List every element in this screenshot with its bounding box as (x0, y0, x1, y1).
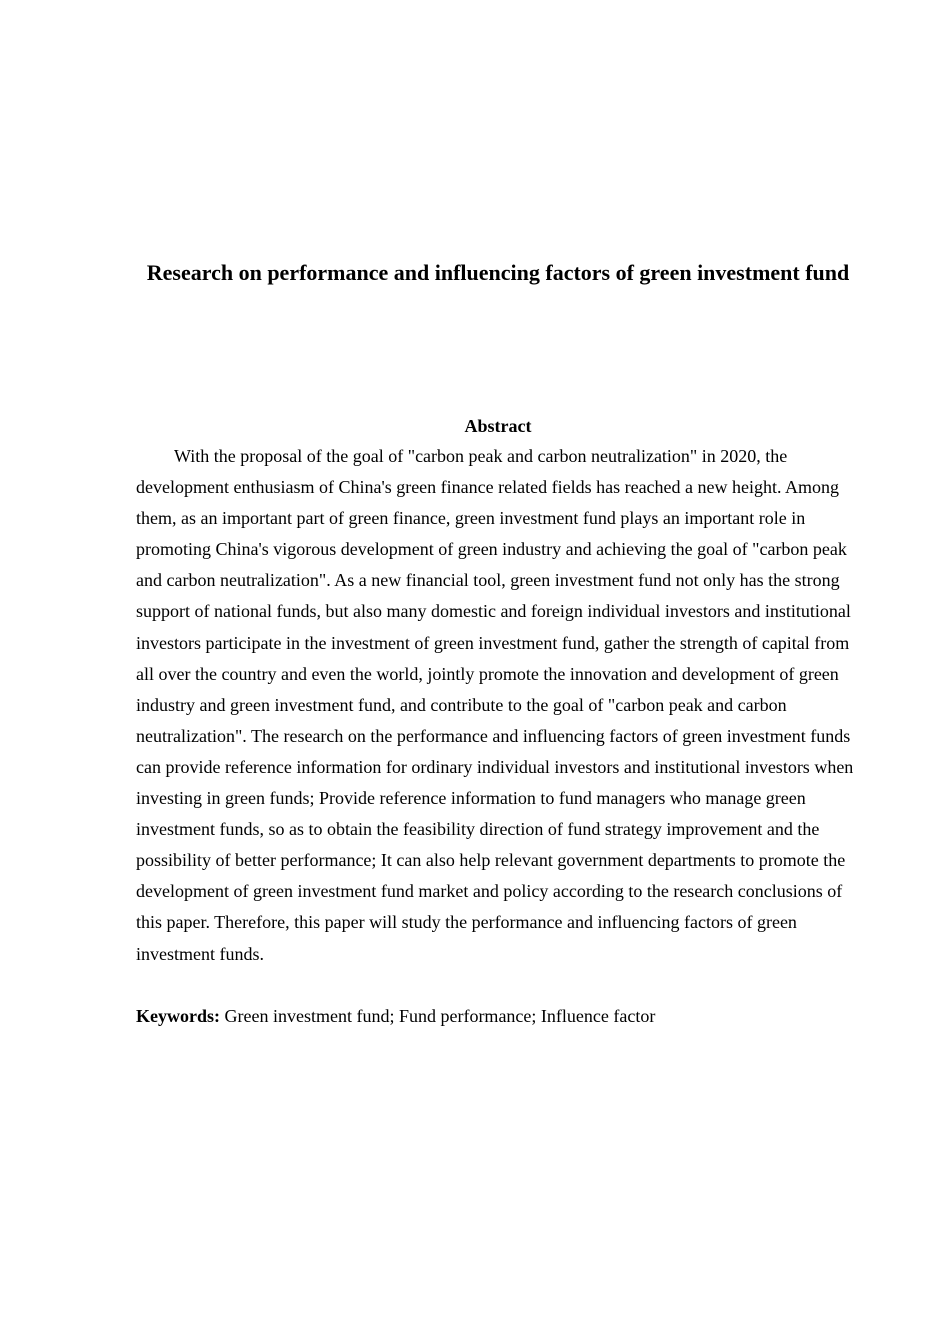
keywords-label: Keywords: (136, 1006, 220, 1026)
paper-title: Research on performance and influencing factors of green investment fund (146, 260, 850, 285)
abstract-heading: Abstract (464, 416, 532, 436)
keywords-line (136, 1001, 860, 1032)
keywords-text: Green investment fund; Fund performance; Influence factor (224, 1006, 656, 1026)
abstract-body: With the proposal of the goal of "carbon peak and carbon neutralization" in 2020, the development enthusiasm of China's green finance related fields has reached a new height. Among them, as an important part of green finance, green investment fund plays an important role in promoting China's vigorous development of green industry and achieving the goal of "carbon peak and carbon neutralization". As a new financial tool, green investment fund not only has the strong support of national funds, but also many domestic and foreign individual investors and institutional investors participate in the investment of green investment fund, gather the strength of capital from all over the country and even the world, jointly promote the innovation and development of green industry and green investment fund, and contribute to the goal of "carbon peak and carbon neutralization". The research on the performance and influencing factors of green investment funds can provide reference information for ordinary individual investors and institutional investors when investing in green funds; Provide reference information to fund managers who manage green investment funds, so as to obtain the feasibility direction of fund strategy improvement and the possibility of better performance; It can also help relevant government departments to promote the development of green investment fund market and policy according to the research conclusions of this paper. Therefore, this paper will study the performance and influencing factors of green investment funds. (136, 446, 854, 964)
